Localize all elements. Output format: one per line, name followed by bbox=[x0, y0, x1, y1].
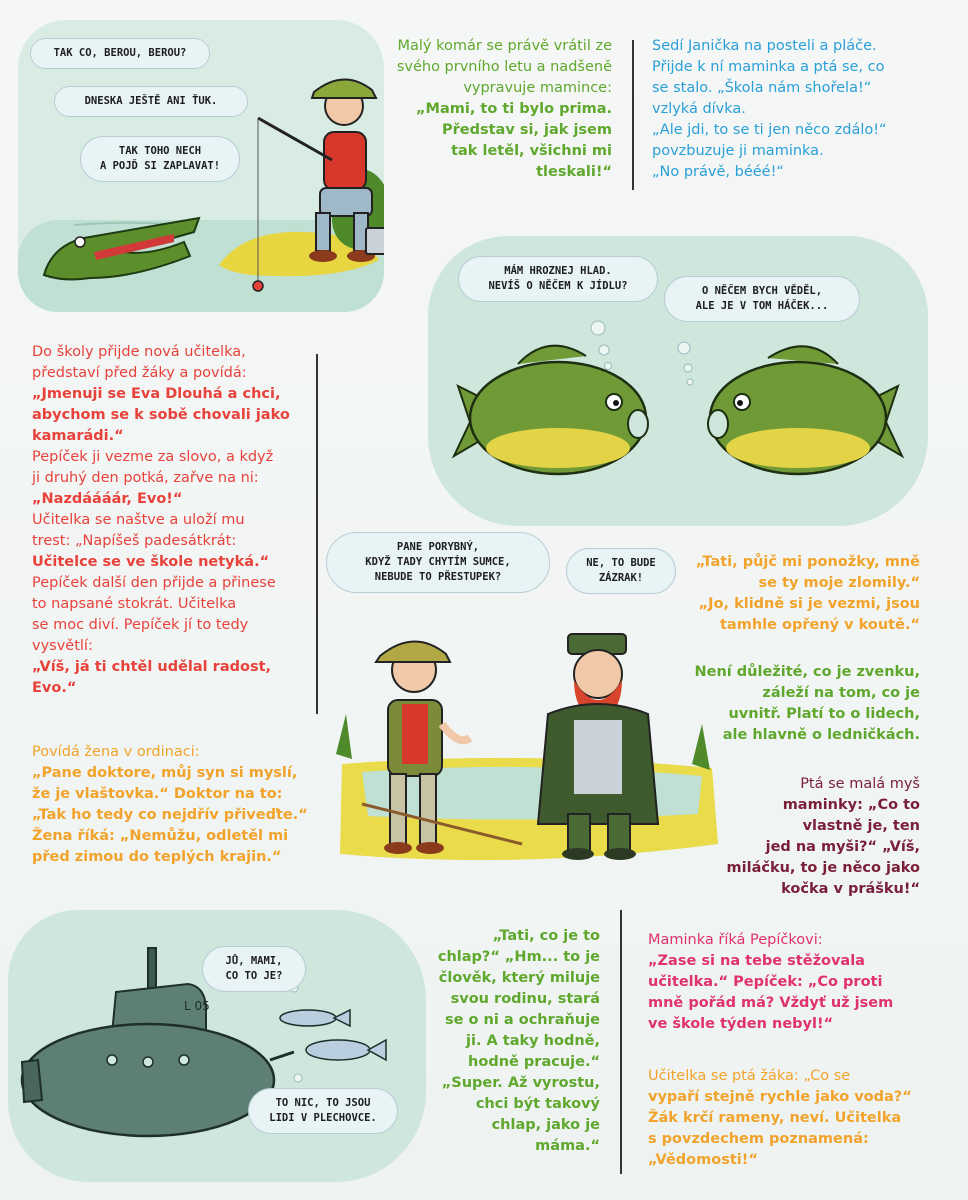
joke-line: se ty moje zlomily.“ bbox=[758, 575, 920, 591]
joke-line: Pepíček ji vezme za slovo, a když bbox=[32, 449, 274, 465]
panel-submarine bbox=[8, 910, 426, 1182]
joke-water bbox=[648, 1066, 940, 1171]
joke-line: chlap, jako je bbox=[491, 1117, 600, 1133]
bubble-text: KDYŽ TADY CHYTÍM SUMCE, bbox=[365, 556, 511, 568]
speech-bubble-fisherman-1 bbox=[30, 38, 210, 69]
speech-bubble-fish bbox=[202, 946, 306, 992]
joke-line: vypaří stejně rychle jako voda?“ bbox=[648, 1089, 912, 1105]
joke-line: máma.“ bbox=[535, 1138, 600, 1154]
bubble-text: NE, TO BUDE bbox=[586, 557, 656, 569]
joke-line: hodně pracuje.“ bbox=[468, 1054, 600, 1070]
bubble-text: CO TO JE? bbox=[225, 970, 283, 982]
joke-line: záleží na tom, co je bbox=[762, 685, 920, 701]
joke-line: vysvětlí: bbox=[32, 638, 93, 654]
joke-line: tleskali!“ bbox=[536, 164, 612, 180]
joke-line: Učitelka se naštve a uloží mu bbox=[32, 512, 245, 528]
thought-bubble-carp-right bbox=[664, 276, 860, 322]
joke-teacher bbox=[32, 342, 322, 699]
joke-line: „Nazdáááár, Evo!“ bbox=[32, 491, 183, 507]
joke-line: učitelka.“ Pepíček: „Co proti bbox=[648, 974, 883, 990]
joke-line: Není důležité, co je zvenku, bbox=[694, 664, 920, 680]
joke-line: abychom se k sobě chovali jako bbox=[32, 407, 290, 423]
joke-line: se stalo. „Škola nám shořela!“ bbox=[652, 80, 872, 96]
bubble-text: NEVÍŠ O NĚČEM K JÍDLU? bbox=[488, 280, 628, 292]
joke-line: tak letěl, všichni mi bbox=[451, 143, 612, 159]
bubble-text: ZÁZRAK! bbox=[598, 572, 644, 584]
joke-mosquito bbox=[380, 36, 612, 183]
joke-line: Sedí Janička na posteli a pláče. bbox=[652, 38, 877, 54]
joke-socks bbox=[672, 552, 920, 636]
carp-right bbox=[708, 346, 902, 474]
joke-line: „Jo, klidně si je vezmi, jsou bbox=[698, 596, 920, 612]
joke-pepicek bbox=[648, 930, 938, 1035]
joke-line: člověk, který miluje bbox=[438, 970, 600, 986]
joke-line: „Jmenuji se Eva Dlouhá a chci, bbox=[32, 386, 281, 402]
joke-chlap bbox=[424, 926, 600, 1157]
joke-line: maminky: „Co to bbox=[782, 797, 920, 813]
joke-line: „Mami, to ti bylo prima. bbox=[416, 101, 612, 117]
joke-line: „Tati, půjč mi ponožky, mně bbox=[695, 554, 920, 570]
joke-line: Evo.“ bbox=[32, 680, 77, 696]
joke-line: kočka v prášku!“ bbox=[781, 881, 920, 897]
joke-line: se moc diví. Pepíček jí to tedy bbox=[32, 617, 249, 633]
joke-line: Povídá žena v ordinaci: bbox=[32, 744, 200, 760]
bubble-text: MÁM HROZNEJ HLAD. bbox=[504, 265, 612, 277]
panel-carps bbox=[428, 236, 928, 526]
joke-line: „Zase si na tebe stěžovala bbox=[648, 953, 865, 969]
speech-bubble-fisherman-2 bbox=[54, 86, 248, 117]
joke-line: Představ si, jak jsem bbox=[442, 122, 612, 138]
joke-line: miláčku, to je něco jako bbox=[726, 860, 920, 876]
panel-fisherman-crocodile bbox=[14, 20, 384, 316]
joke-line: svou rodinu, stará bbox=[450, 991, 600, 1007]
joke-line: mně pořád má? Vždyť už jsem bbox=[648, 995, 894, 1011]
joke-doctor bbox=[32, 742, 322, 868]
joke-line: ale hlavně o ledničkách. bbox=[722, 727, 920, 743]
joke-line: vypravuje mamince: bbox=[463, 80, 612, 96]
joke-line: „No právě, bééé!“ bbox=[652, 164, 784, 180]
bubble-text: LIDI V PLECHOVCE. bbox=[269, 1112, 377, 1124]
joke-line: „Tak ho tedy co nejdřív přiveďte.“ bbox=[32, 807, 308, 823]
joke-line: Malý komár se právě vrátil ze bbox=[397, 38, 612, 54]
speech-bubble-crocodile bbox=[80, 136, 240, 182]
bubble-text: TAK CO, BEROU, BEROU? bbox=[53, 47, 187, 59]
column-divider bbox=[620, 910, 622, 1174]
joke-line: „Vědomosti!“ bbox=[648, 1152, 758, 1168]
speech-bubble-angler bbox=[326, 532, 550, 593]
joke-line: Žena říká: „Nemůžu, odletěl mi bbox=[32, 828, 289, 844]
joke-line: tamhle opřený v koutě.“ bbox=[720, 617, 920, 633]
bubble-text: ALE JE V TOM HÁČEK... bbox=[695, 300, 829, 312]
joke-line: Učitelce se ve škole netyká.“ bbox=[32, 554, 270, 570]
joke-fridge bbox=[668, 662, 920, 746]
bubble-text: PANE PORYBNÝ, bbox=[396, 541, 480, 553]
joke-line: před zimou do teplých krajin.“ bbox=[32, 849, 282, 865]
small-fish-1 bbox=[280, 1010, 350, 1026]
joke-line: chci být takový bbox=[475, 1096, 600, 1112]
joke-line: že je vlaštovka.“ Doktor na to: bbox=[32, 786, 283, 802]
joke-line: se o ni a ochraňuje bbox=[445, 1012, 600, 1028]
joke-line: Pepíček další den přijde a přinese bbox=[32, 575, 276, 591]
speech-bubble-mother-fish bbox=[248, 1088, 398, 1134]
bubble-text: O NĚČEM BYCH VĚDĚL, bbox=[701, 285, 823, 297]
joke-line: kamarádi.“ bbox=[32, 428, 124, 444]
joke-mouse bbox=[664, 774, 920, 900]
joke-line: „Ale jdi, to se ti jen něco zdálo!“ bbox=[652, 122, 887, 138]
small-fish-2 bbox=[306, 1040, 386, 1060]
submarine-label: L 05 bbox=[184, 999, 210, 1013]
bubble-text: JŮ, MAMI, bbox=[225, 955, 283, 967]
joke-line: Do školy přijde nová učitelka, bbox=[32, 344, 246, 360]
joke-line: „Víš, já ti chtěl udělal radost, bbox=[32, 659, 272, 675]
bubble-text: A POJĎ SI ZAPLAVAT! bbox=[99, 160, 221, 172]
joke-line: vzlyká dívka. bbox=[652, 101, 746, 117]
joke-line: povzbuzuje ji maminka. bbox=[652, 143, 824, 159]
joke-line: vlastně je, ten bbox=[802, 818, 920, 834]
column-divider bbox=[316, 354, 318, 714]
joke-line: ji. A taky hodně, bbox=[466, 1033, 600, 1049]
joke-line: s povzdechem poznamená: bbox=[648, 1131, 869, 1147]
joke-line: to napsané stokrát. Učitelka bbox=[32, 596, 237, 612]
joke-line: chlap?“ „Hm... to je bbox=[437, 949, 600, 965]
joke-line: Maminka říká Pepíčkovi: bbox=[648, 932, 823, 948]
thought-bubble-carp-left bbox=[458, 256, 658, 302]
bubble-text: DNESKA JEŠTĚ ANI ŤUK. bbox=[84, 95, 218, 107]
joke-line: Ptá se malá myš bbox=[800, 776, 920, 792]
column-divider bbox=[632, 40, 634, 190]
joke-line: jed na myši?“ „Víš, bbox=[765, 839, 920, 855]
joke-line: „Pane doktore, můj syn si myslí, bbox=[32, 765, 298, 781]
joke-line: ve škole týden nebyl!“ bbox=[648, 1016, 834, 1032]
joke-line: Učitelka se ptá žáka: „Co se bbox=[648, 1068, 851, 1084]
bubble-text: TO NIC, TO JSOU bbox=[275, 1097, 371, 1109]
joke-line: představí před žáky a povídá: bbox=[32, 365, 247, 381]
joke-line: „Tati, co je to bbox=[492, 928, 600, 944]
carp-left bbox=[454, 346, 648, 474]
joke-line: svého prvního letu a nadšeně bbox=[396, 59, 612, 75]
joke-janicka bbox=[652, 36, 952, 183]
bubble-text: NEBUDE TO PŘESTUPEK? bbox=[374, 571, 502, 583]
joke-line: uvnitř. Platí to o lidech, bbox=[728, 706, 920, 722]
joke-line: Přijde k ní maminka a ptá se, co bbox=[652, 59, 885, 75]
joke-line: „Super. Až vyrostu, bbox=[441, 1075, 600, 1091]
joke-line: Žák krčí rameny, neví. Učitelka bbox=[648, 1110, 902, 1126]
speech-bubble-warden bbox=[566, 548, 676, 594]
joke-line: ji druhý den potká, zařve na ni: bbox=[32, 470, 259, 486]
joke-line: trest: „Napíšeš padesátkrát: bbox=[32, 533, 237, 549]
bubble-text: TAK TOHO NECH bbox=[118, 145, 202, 157]
